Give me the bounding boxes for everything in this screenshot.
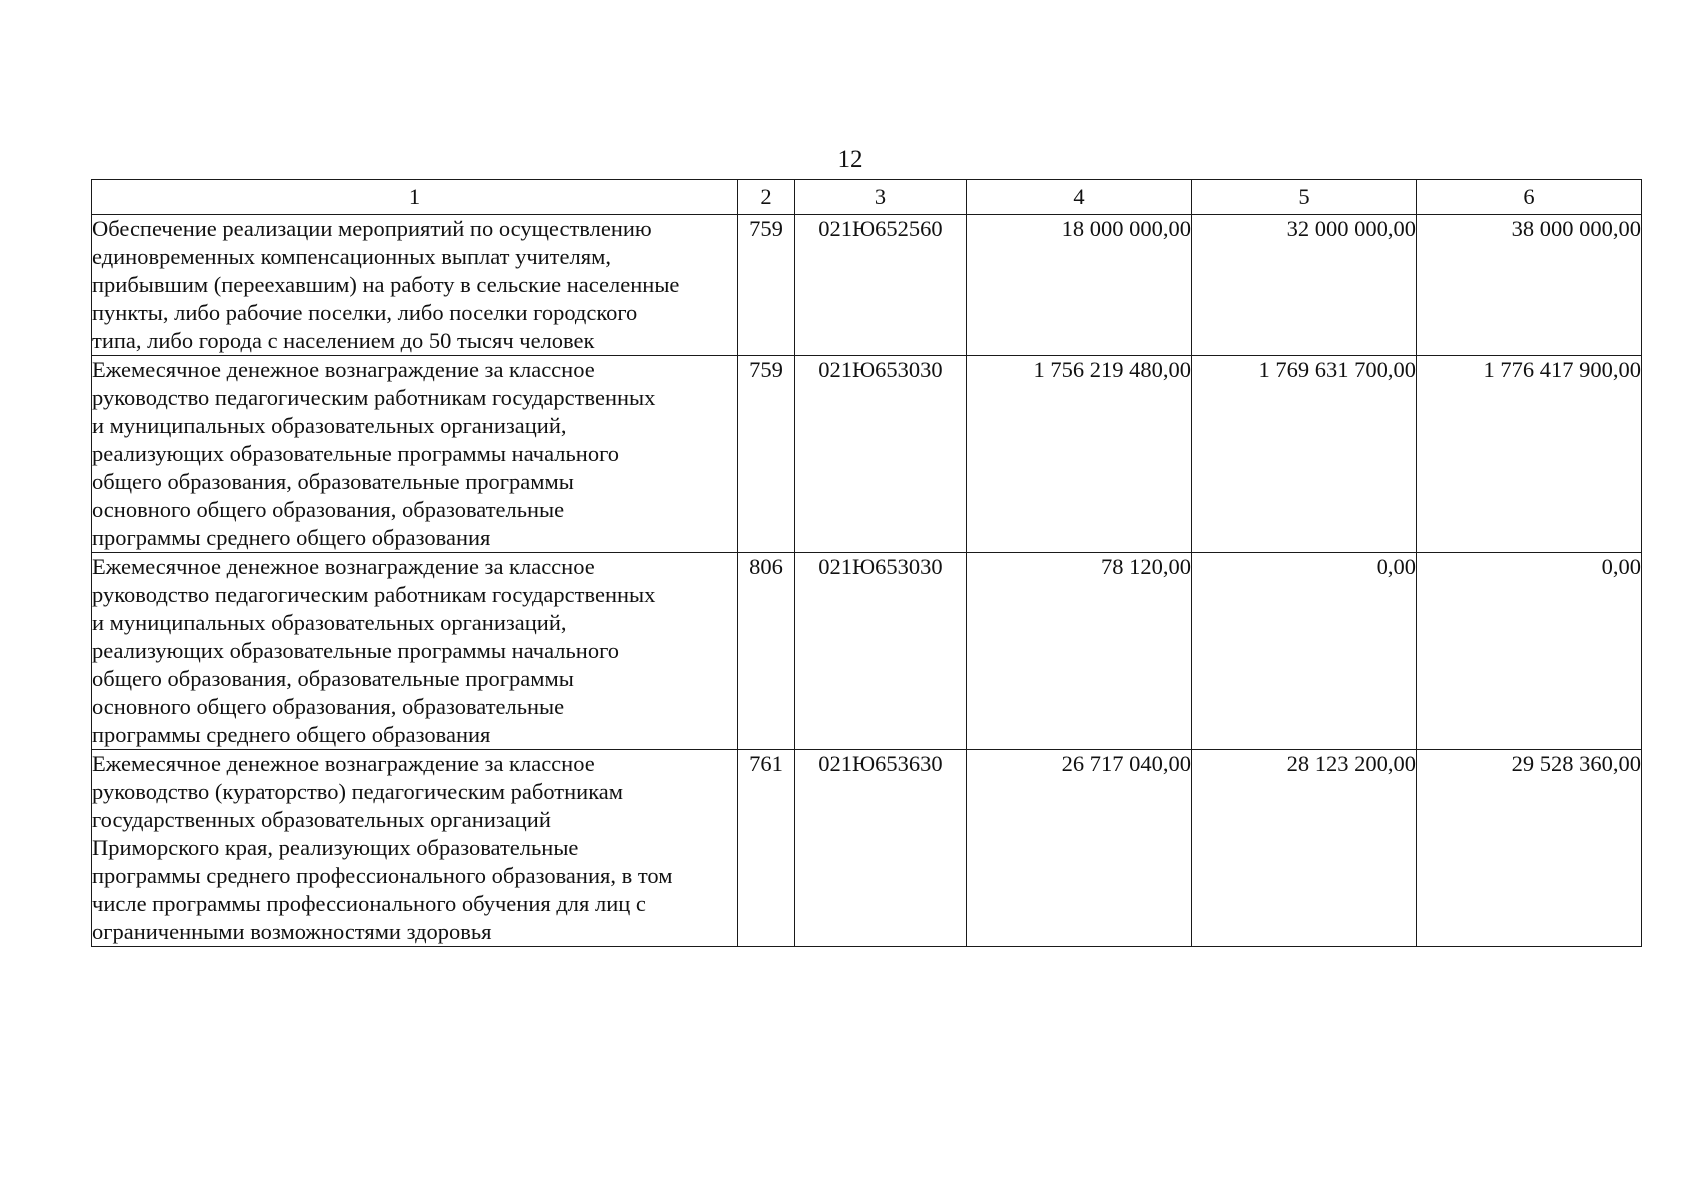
row-amount-col4: 26 717 040,00 <box>967 750 1192 947</box>
description-line: Приморского края, реализующих образовательные <box>92 835 579 860</box>
description-line: пункты, либо рабочие поселки, либо поселки городского <box>92 300 638 325</box>
header-col-5: 5 <box>1192 180 1417 215</box>
table-row <box>92 215 1642 356</box>
row-ministry-code: 806 <box>738 553 795 750</box>
row-ministry-code: 761 <box>738 750 795 947</box>
description-line: Обеспечение реализации мероприятий по осуществлению <box>92 216 652 241</box>
row-amount-col4: 18 000 000,00 <box>967 215 1192 356</box>
description-line: государственных образовательных организаций <box>92 807 551 832</box>
row-ministry-code: 759 <box>738 215 795 356</box>
row-amount-col6: 0,00 <box>1417 553 1642 750</box>
row-target-code: 021Ю653030 <box>795 356 967 553</box>
description-line: руководство педагогическим работникам государственных <box>92 582 656 607</box>
row-description <box>92 553 738 750</box>
description-line: программы среднего общего образования <box>92 525 491 550</box>
description-line: реализующих образовательные программы начального <box>92 638 619 663</box>
description-line: основного общего образования, образовательные <box>92 497 565 522</box>
row-description <box>92 356 738 553</box>
row-amount-col6: 1 776 417 900,00 <box>1417 356 1642 553</box>
table-row <box>92 553 1642 750</box>
row-amount-col5: 1 769 631 700,00 <box>1192 356 1417 553</box>
header-col-2: 2 <box>738 180 795 215</box>
page-number: 12 <box>837 146 863 173</box>
row-amount-col4: 1 756 219 480,00 <box>967 356 1192 553</box>
description-line: числе программы профессионального обучения для лиц с <box>92 891 646 916</box>
row-amount-col5: 32 000 000,00 <box>1192 215 1417 356</box>
description-line: основного общего образования, образовательные <box>92 694 565 719</box>
header-row <box>92 180 1642 215</box>
description-line: Ежемесячное денежное вознаграждение за классное <box>92 357 595 382</box>
header-col-4: 4 <box>967 180 1192 215</box>
description-line: реализующих образовательные программы начального <box>92 441 619 466</box>
description-line: ограниченными возможностями здоровья <box>92 919 492 944</box>
description-line: программы среднего профессионального образования, в том <box>92 863 673 888</box>
description-line: единовременных компенсационных выплат учителям, <box>92 244 611 269</box>
description-line: прибывшим (переехавшим) на работу в сельские населенные <box>92 272 680 297</box>
row-ministry-code: 759 <box>738 356 795 553</box>
row-amount-col5: 0,00 <box>1192 553 1417 750</box>
description-line: Ежемесячное денежное вознаграждение за классное <box>92 751 595 776</box>
row-target-code: 021Ю653030 <box>795 553 967 750</box>
description-line: и муниципальных образовательных организаций, <box>92 610 567 635</box>
row-description <box>92 215 738 356</box>
description-line: программы среднего общего образования <box>92 722 491 747</box>
header-col-1: 1 <box>92 180 738 215</box>
description-line: Ежемесячное денежное вознаграждение за классное <box>92 554 595 579</box>
budget-table <box>91 179 1642 947</box>
row-amount-col5: 28 123 200,00 <box>1192 750 1417 947</box>
row-description <box>92 750 738 947</box>
row-amount-col4: 78 120,00 <box>967 553 1192 750</box>
table-row <box>92 750 1642 947</box>
row-amount-col6: 29 528 360,00 <box>1417 750 1642 947</box>
header-col-6: 6 <box>1417 180 1642 215</box>
row-target-code: 021Ю652560 <box>795 215 967 356</box>
row-amount-col6: 38 000 000,00 <box>1417 215 1642 356</box>
description-line: руководство (кураторство) педагогическим работникам <box>92 779 624 804</box>
description-line: руководство педагогическим работникам государственных <box>92 385 656 410</box>
row-target-code: 021Ю653630 <box>795 750 967 947</box>
description-line: и муниципальных образовательных организаций, <box>92 413 567 438</box>
description-line: общего образования, образовательные программы <box>92 469 574 494</box>
description-line: типа, либо города с населением до 50 тысяч человек <box>92 328 595 353</box>
header-col-3: 3 <box>795 180 967 215</box>
table-row <box>92 356 1642 553</box>
description-line: общего образования, образовательные программы <box>92 666 574 691</box>
